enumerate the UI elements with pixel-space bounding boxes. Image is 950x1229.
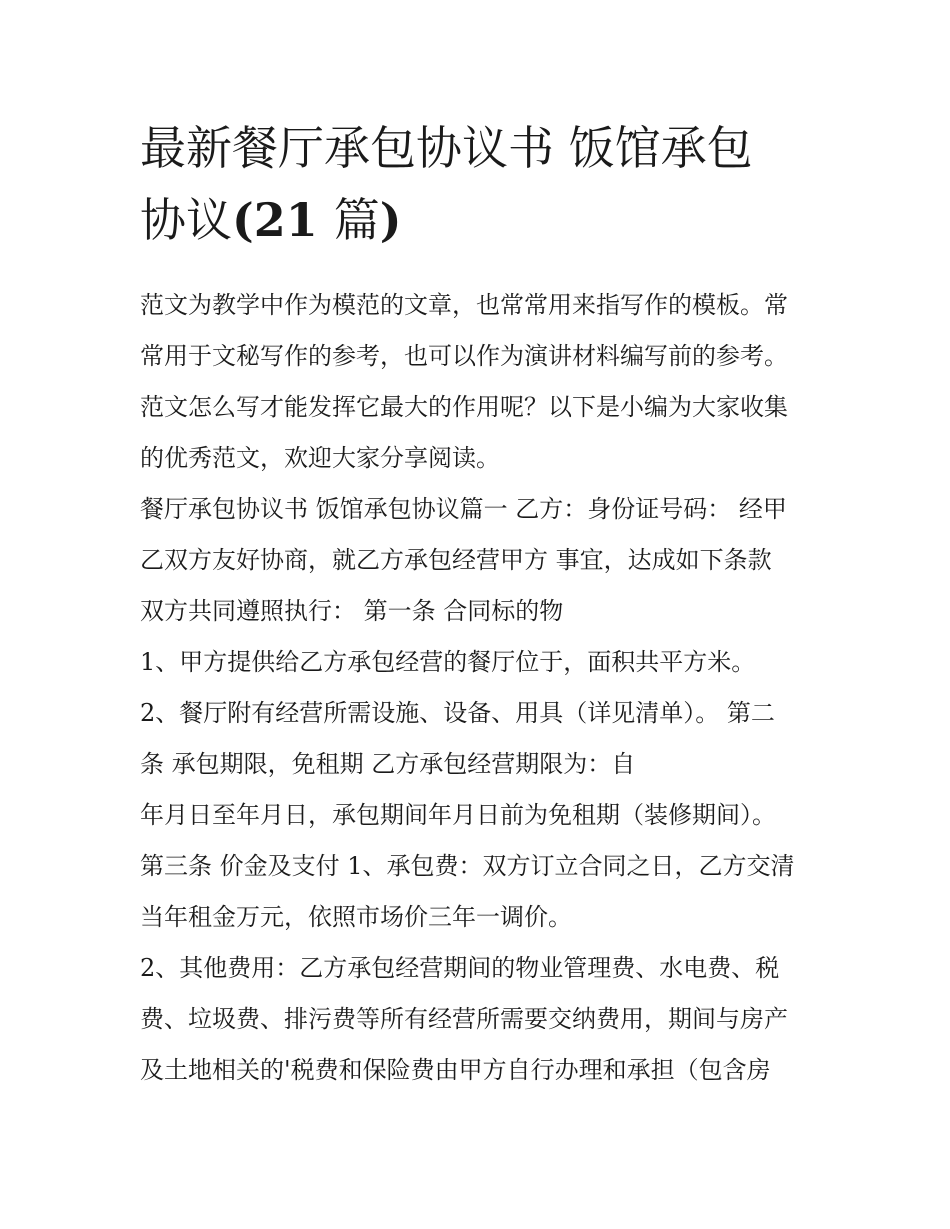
document-body <box>140 280 830 1096</box>
document-title <box>140 112 830 256</box>
body-line: 第三条 价金及支付 1、承包费：双方订立合同之日，乙方交清 <box>140 852 795 880</box>
body-line: 双方共同遵照执行： 第一条 合同标的物 <box>140 597 564 625</box>
title-line-2-suffix: ) <box>379 193 402 247</box>
title-line-2-middle: 篇 <box>333 193 380 247</box>
body-line: 餐厅承包协议书 饭馆承包协议篇一 乙方：身份证号码： 经甲 <box>140 495 787 523</box>
body-line: 1、甲方提供给乙方承包经营的餐厅位于，面积共平方米。 <box>140 648 756 676</box>
title-line-2-count: (21 <box>232 193 334 247</box>
body-line: 条 承包期限，免租期 乙方承包经营期限为：自 <box>140 750 636 778</box>
body-line: 2、餐厅附有经营所需设施、设备、用具（详见清单）。 第二 <box>140 699 775 727</box>
body-line: 及土地相关的'税费和保险费由甲方自行办理和承担（包含房 <box>140 1056 771 1084</box>
body-line: 年月日至年月日，承包期间年月日前为免租期（装修期间）。 <box>140 801 776 829</box>
body-line: 常用于文秘写作的参考，也可以作为演讲材料编写前的参考。 <box>140 342 788 370</box>
body-line: 范文怎么写才能发挥它最大的作用呢？以下是小编为大家收集 <box>140 393 788 421</box>
body-line: 2、其他费用：乙方承包经营期间的物业管理费、水电费、税 <box>140 954 780 982</box>
body-line: 的优秀范文，欢迎大家分享阅读。 <box>140 444 500 472</box>
title-line-1: 最新餐厅承包协议书 饭馆承包 <box>140 121 753 175</box>
title-line-2 <box>140 184 830 256</box>
body-line: 乙双方友好协商，就乙方承包经营甲方 事宜，达成如下条款 <box>140 546 772 574</box>
title-line-2-prefix: 协议 <box>140 193 232 247</box>
body-line: 费、垃圾费、排污费等所有经营所需要交纳费用，期间与房产 <box>140 1005 788 1033</box>
body-line: 当年租金万元，依照市场价三年一调价。 <box>140 903 572 931</box>
body-line: 范文为教学中作为模范的文章，也常常用来指写作的模板。常 <box>140 291 788 319</box>
